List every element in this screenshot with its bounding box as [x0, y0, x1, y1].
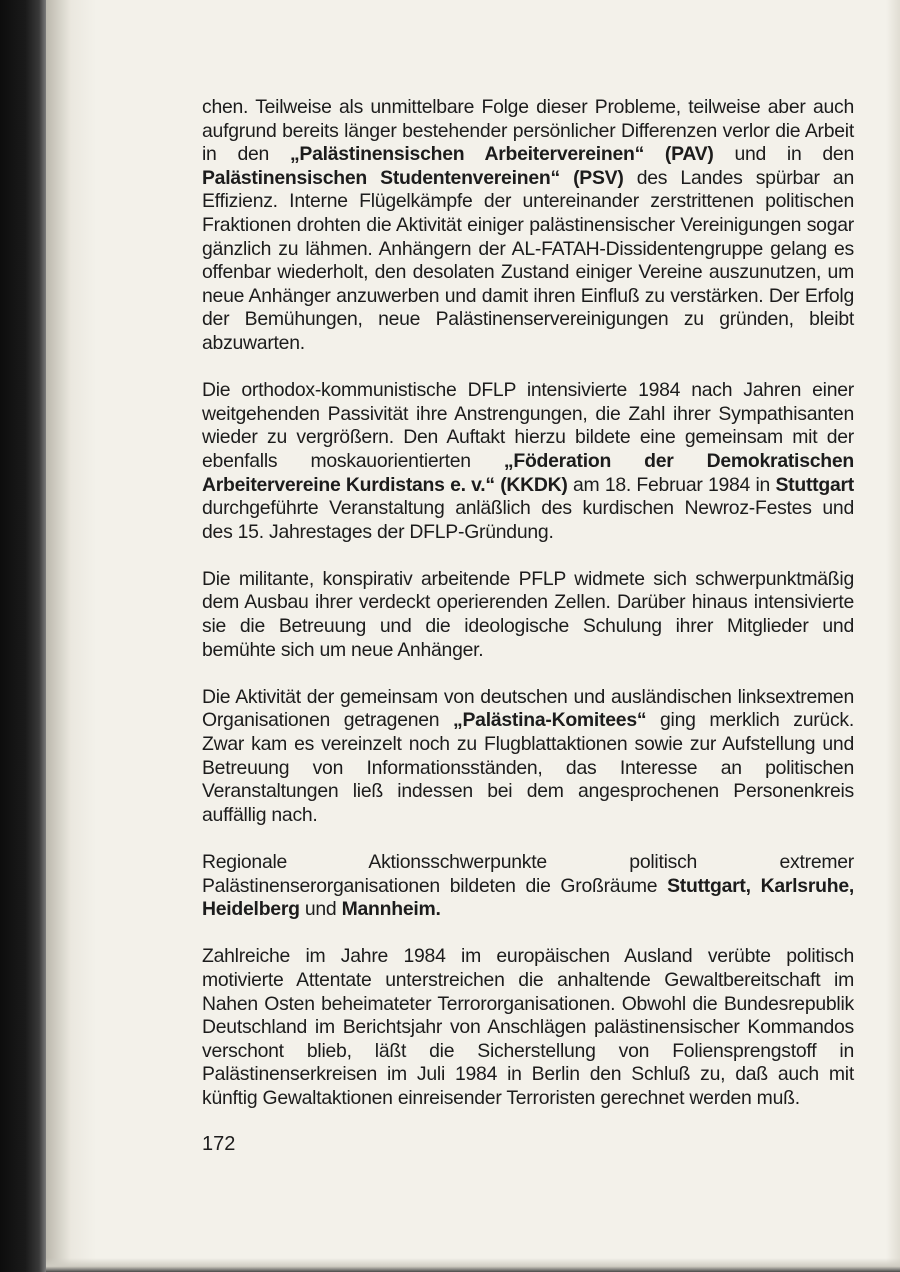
text-run: des Landes spürbar an Effizienz. Interne Flügelkämpfe der untereinander zerstrittenen politischen Fraktionen drohten die Aktivität einiger palästinensischer Vereinigungen sogar gänzlich zu lähmen. Anhängern der AL-FATAH-Dissidentengruppe gelang es offenbar wiederholt, den desolaten Zustand einiger Vereine auszunutzen, um neue Anhänger anzuwerben und damit ihren Einfluß zu verstärken. Der Erfolg der Bemühungen, neue Palästinenservereinigungen zu gründen, bleibt abzuwarten.	[202, 166, 854, 354]
text-run: ging merklich zurück. Zwar kam es vereinzelt noch zu Flugblattaktionen sowie zur Aufstellung und Betreuung von Informationsständen, das Interesse an politischen Veranstaltungen ließ indessen bei dem angesprochenen Personenkreis auffällig nach.	[202, 709, 854, 826]
text-run: Die Aktivität der gemeinsam von deutschen und ausländischen linksextremen Organisationen getragenen	[202, 685, 854, 732]
text-run: chen. Teilweise als unmittelbare Folge dieser Probleme, teilweise aber auch aufgrund bereits länger bestehender persönlicher Differenzen verlor die Arbeit in den	[202, 96, 854, 166]
text-run: Regionale Aktionsschwerpunkte politisch extremer Palästinenserorganisationen bildeten die Großräume	[202, 851, 854, 897]
page-edge-right	[886, 0, 900, 1272]
bold-text-run: „Föderation der Demokratischen Arbeitervereine Kurdistans e. v.“ (KKDK)	[202, 449, 854, 496]
paragraph-1	[202, 96, 854, 356]
paragraph-6	[202, 945, 854, 1110]
text-run: durchgeführte Veranstaltung anläßlich des kurdischen Newroz-Festes und des 15. Jahrestages der DFLP-Gründung.	[202, 497, 854, 543]
text-run: am 18. Februar 1984 in	[567, 473, 776, 496]
paragraph-3	[202, 568, 854, 662]
text-run: und	[299, 898, 342, 921]
bold-text-run: Mannheim.	[341, 898, 441, 921]
page-number: 172	[202, 1133, 236, 1155]
bold-text-run: „Palästina-Komitees“	[453, 709, 647, 732]
text-run: Die orthodox-kommunistische DFLP intensivierte 1984 nach Jahren einer weitgehenden Passivität ihre Anstrengungen, die Zahl ihrer Sympathisanten wieder zu vergrößern. Den Auftakt hierzu bildete eine gemeinsam mit der ebenfalls moskauorientierten	[202, 379, 854, 472]
page-body	[202, 96, 854, 1134]
paragraph-2	[202, 379, 854, 544]
book-spine	[0, 0, 46, 1272]
gutter-shadow	[46, 0, 96, 1272]
text-run: Die militante, konspirativ arbeitende PFLP widmete sich schwerpunktmäßig dem Ausbau ihrer verdeckt operierenden Zellen. Darüber hinaus intensivierte sie die Betreuung und die ideologische Schulung ihrer Mitglieder und bemühte sich um neue Anhänger.	[202, 567, 854, 661]
bold-text-run: Stuttgart, Karlsruhe, Heidelberg	[202, 874, 854, 921]
text-run: Zahlreiche im Jahre 1984 im europäischen Ausland verübte politisch motivierte Attentate unterstreichen die anhaltende Gewaltbereitschaft im Nahen Osten beheimateter Terrororganisationen. Obwohl die Bundesrepublik Deutschland im Berichtsjahr von Anschlägen palästinensischer Kommandos verschont blieb, läßt die Sicherstellung von Foliensprengstoff in Palästinenserkreisen im Juli 1984 in Berlin den Schluß zu, daß auch mit künftig Gewaltaktionen einreisender Terroristen gerechnet werden muß.	[202, 945, 854, 1109]
page-edge-bottom	[46, 1258, 900, 1272]
paragraph-4	[202, 686, 854, 828]
text-run: und in den	[713, 143, 854, 166]
bold-text-run: Palästinensischen Studentenvereinen“ (PSV)	[202, 166, 624, 189]
bold-text-run: Stuttgart	[775, 473, 855, 496]
paragraph-5	[202, 851, 854, 922]
bold-text-run: „Palästinensischen Arbeitervereinen“ (PAV)	[289, 143, 714, 166]
